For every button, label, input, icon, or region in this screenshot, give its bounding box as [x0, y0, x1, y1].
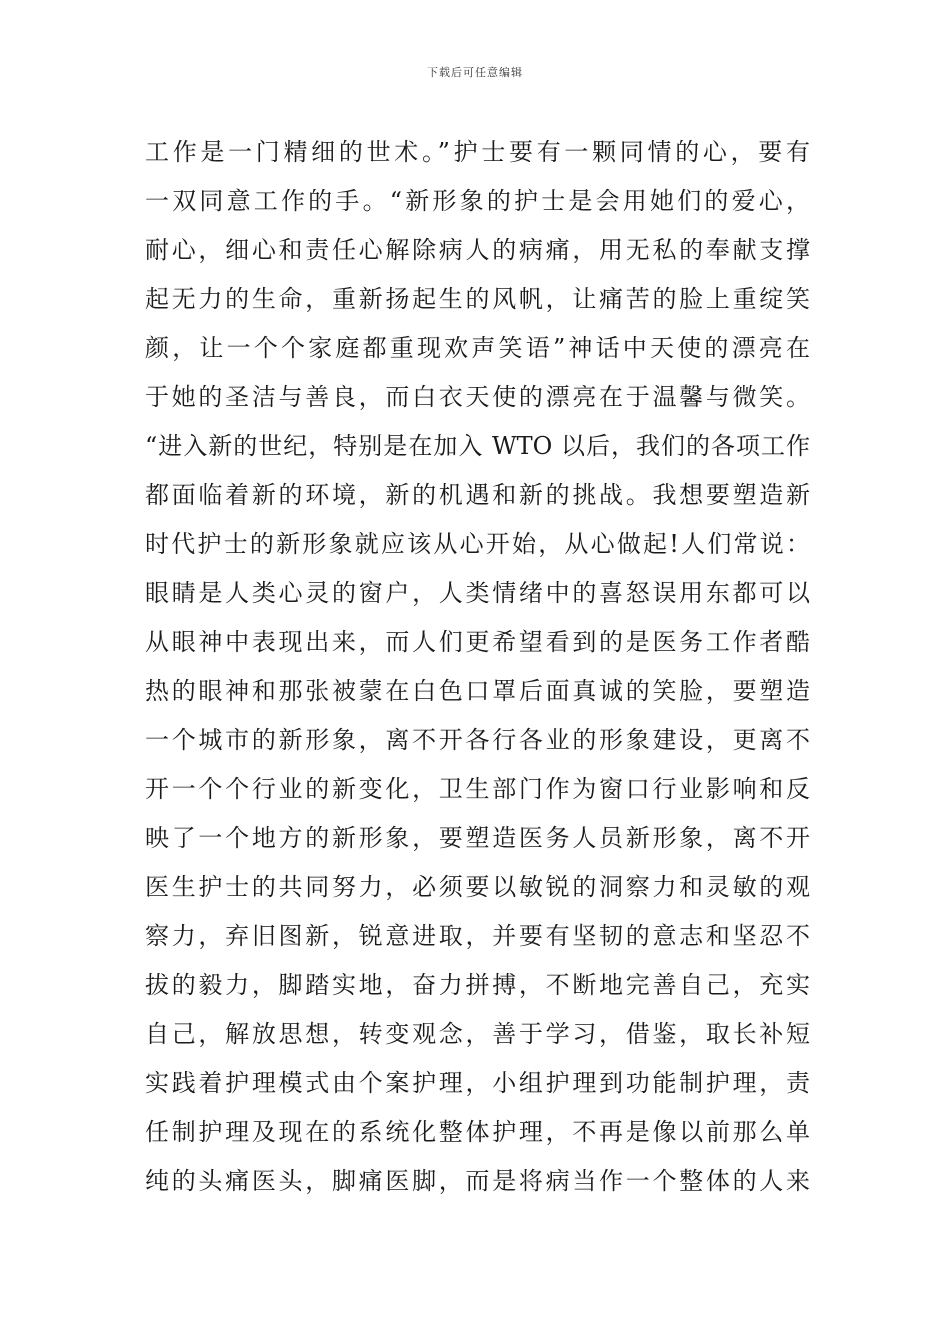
body-line: 纯的头痛医头，脚痛医脚，而是将病当作一个整体的人来 [145, 1167, 810, 1195]
body-line: 热的眼神和那张被蒙在白色口罩后面真诚的笑脸，要塑造 [145, 677, 810, 705]
body-line: 拔的毅力，脚踏实地，奋力拼搏，不断地完善自己，充实 [145, 971, 810, 999]
body-line: 映了一个地方的新形象，要塑造医务人员新形象，离不开 [145, 824, 810, 852]
body-line: “进入新的世纪，特别是在加入 WTO 以后，我们的各项工作 [145, 432, 810, 460]
body-line: 自己，解放思想，转变观念，善于学习，借鉴，取长补短 [145, 1020, 810, 1048]
body-line: 开一个个行业的新变化，卫生部门作为窗口行业影响和反 [145, 775, 810, 803]
body-line: 从眼神中表现出来，而人们更希望看到的是医务工作者酷 [145, 628, 810, 656]
body-line: 任制护理及现在的系统化整体护理，不再是像以前那么单 [145, 1118, 810, 1146]
body-line: 眼睛是人类心灵的窗户，人类情绪中的喜怒误用东都可以 [145, 579, 810, 607]
body-line: 一个城市的新形象，离不开各行各业的形象建设，更离不 [145, 726, 810, 754]
page-header-note: 下载后可任意编辑 [427, 66, 523, 79]
body-line: 耐心，细心和责任心解除病人的病痛，用无私的奉献支撑 [145, 236, 810, 264]
body-line: 察力，弃旧图新，锐意进取，并要有坚韧的意志和坚忍不 [145, 922, 810, 950]
body-line: 都面临着新的环境，新的机遇和新的挑战。我想要塑造新 [145, 481, 810, 509]
body-line: 于她的圣洁与善良，而白衣天使的漂亮在于温馨与微笑。 [145, 383, 810, 411]
body-line: 时代护士的新形象就应该从心开始，从心做起!人们常说： [145, 530, 810, 558]
body-line: 一双同意工作的手。“新形象的护士是会用她们的爱心， [145, 187, 810, 215]
body-line: 颜，让一个个家庭都重现欢声笑语”神话中天使的漂亮在 [145, 334, 810, 362]
body-line: 医生护士的共同努力，必须要以敏锐的洞察力和灵敏的观 [145, 873, 810, 901]
body-line: 工作是一门精细的世术。”护士要有一颗同情的心，要有 [145, 138, 810, 166]
document-body [145, 128, 810, 1206]
body-line: 实践着护理模式由个案护理，小组护理到功能制护理，责 [145, 1069, 810, 1097]
body-line: 起无力的生命，重新扬起生的风帆，让痛苦的脸上重绽笑 [145, 285, 810, 313]
